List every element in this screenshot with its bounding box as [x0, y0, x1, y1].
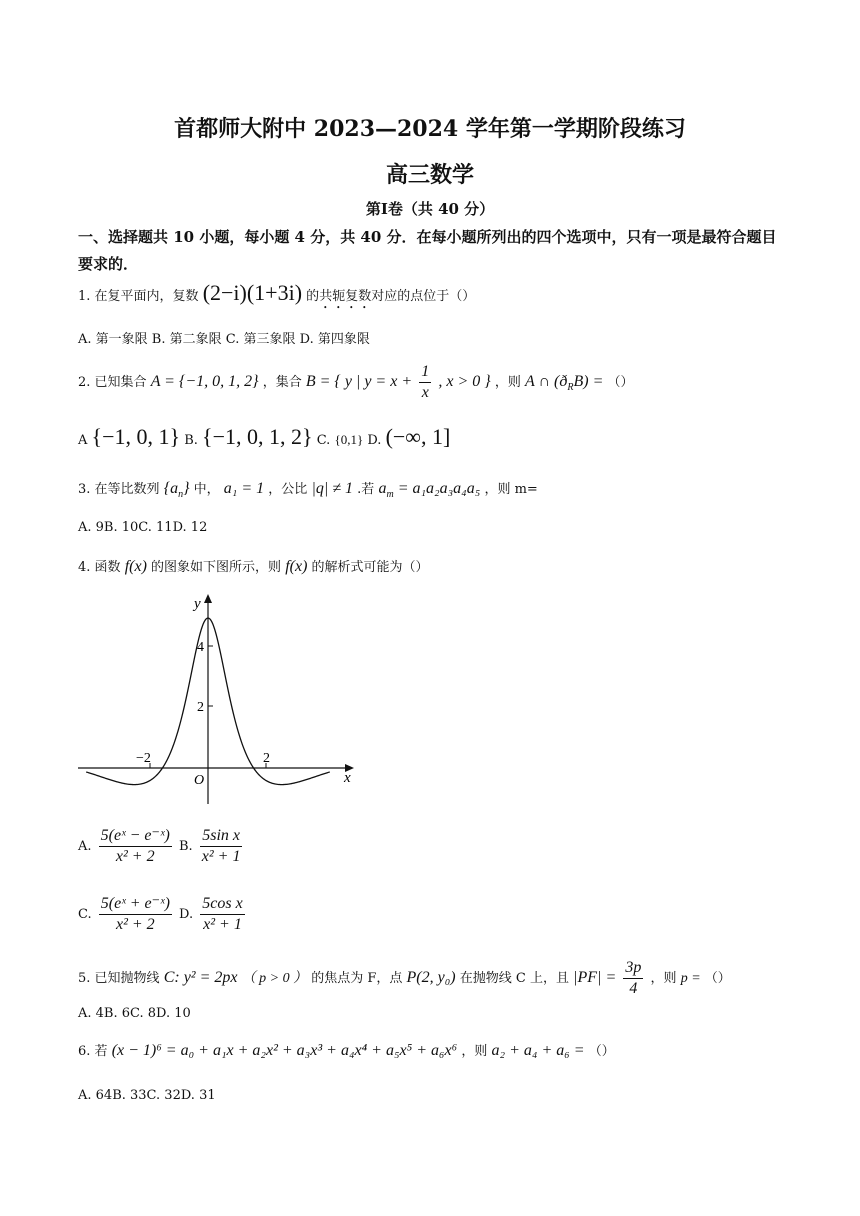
question-2	[78, 362, 634, 403]
question-6	[78, 1040, 615, 1060]
x-tick-label-neg2: −2	[136, 751, 151, 766]
y-tick-label-4: 4	[197, 640, 204, 655]
exam-part: 第Ⅰ卷（共 40 分）	[365, 200, 495, 218]
q4-fx: f(x)	[124, 558, 147, 575]
q3-am-rhs: = a₁a₂a₃a₄a₅	[397, 480, 481, 497]
q4-opt-d-den: x² + 1	[203, 916, 242, 933]
q4-opt-a-label: A.	[78, 839, 92, 854]
q6-mid: ，则	[461, 1044, 488, 1059]
y-axis-arrow	[204, 594, 212, 603]
q2-opt-a: {−1, 0, 1}	[91, 424, 181, 449]
exam-subject: 高三数学	[385, 162, 474, 188]
q1-options: A. 第一象限 B. 第二象限 C. 第三象限 D. 第四象限	[78, 332, 370, 347]
q2-ask-main: A ∩ (ð	[525, 373, 568, 390]
q2-set-b-left: B = { y | y = x +	[305, 373, 413, 390]
q2-opt-d: (−∞, 1]	[385, 424, 451, 449]
q2-opt-d-label: D.	[367, 433, 382, 448]
q5-frac-num: 3p	[623, 958, 643, 979]
origin-label: O	[194, 773, 205, 788]
x-tick-label-2: 2	[263, 751, 270, 766]
q4-options-cd	[78, 894, 248, 935]
q2-opt-b: {−1, 0, 1, 2}	[202, 424, 313, 449]
q1-mid: 的	[306, 289, 320, 304]
q6-suffix: （）	[588, 1044, 615, 1059]
q5-condition: （ p > 0 ）	[241, 971, 308, 986]
q3-am	[378, 480, 481, 501]
q4-suffix: 的解析式可能为（）	[311, 560, 429, 575]
q1-prefix: 1. 在复平面内，复数	[78, 289, 199, 304]
q4-prefix: 4. 函数	[78, 560, 121, 575]
y-axis-label: y	[194, 596, 201, 612]
q5-point: P(2, y₀)	[406, 969, 456, 986]
q5-ask: p =	[680, 971, 701, 986]
q4-opt-b-num: 5sin x	[200, 826, 243, 847]
q3-am-sub: m	[386, 489, 394, 501]
q4-opt-c-den: x² + 2	[115, 916, 155, 933]
q2-ask-sub: R	[567, 382, 574, 394]
q3-sequence	[163, 480, 190, 501]
q6-options: A. 64B. 33C. 32D. 31	[78, 1088, 216, 1103]
q2-opt-b-label: B.	[184, 433, 198, 448]
y-tick-label-2: 2	[197, 700, 204, 715]
q4-opt-b-den: x² + 1	[201, 848, 241, 865]
q3-seq-sub: n	[178, 489, 184, 501]
q4-fx2: f(x)	[285, 558, 308, 575]
q4-opt-d-num: 5cos x	[200, 894, 244, 915]
q2-ask-prefix: ，则	[494, 375, 521, 390]
q2-prefix: 2. 已知集合	[78, 375, 147, 390]
question-3	[78, 478, 538, 500]
q1-expression: (2−i)(1+3i)	[202, 280, 303, 305]
q5-pf: |PF| =	[573, 969, 617, 986]
q6-expression: (x − 1)⁶ = a₀ + a₁x + a₂x² + a₃x³ + a₄x⁴ + a₅x⁵ + a₆x⁶	[111, 1042, 458, 1059]
q3-options: A. 9B. 10C. 11D. 12	[78, 520, 208, 535]
q6-ask: a₂ + a₄ + a₆ =	[491, 1042, 585, 1059]
function-graph	[76, 592, 366, 812]
q4-opt-c	[99, 894, 172, 935]
q4-opt-b-label: B.	[178, 839, 193, 854]
q5-prefix: 5. 已知抛物线	[78, 971, 160, 986]
question-5	[78, 958, 731, 999]
q3-mid1: 中，	[193, 482, 220, 497]
q5-curve: C: y² = 2px	[163, 969, 238, 986]
section-heading: 一、选择题共 10 小题，每小题 4 分，共 40 分．在每小题所列出的四个选项中，只有一项是最符合题目要求的．	[78, 228, 777, 273]
q2-opt-c: {0,1}	[334, 432, 364, 447]
q5-fraction	[623, 958, 643, 999]
q2-opt-a-label: A	[78, 433, 88, 448]
q2-frac-num: 1	[419, 362, 431, 383]
q5-mid2: 在抛物线 C 上，且	[459, 971, 569, 986]
q4-opt-a	[99, 826, 172, 867]
q2-set-a: A = {−1, 0, 1, 2}	[150, 373, 259, 390]
q4-mid: 的图象如下图所示，则	[151, 560, 282, 575]
x-axis-label: x	[344, 770, 351, 786]
q2-ask-end: B) =	[573, 373, 604, 390]
q4-opt-d-label: D.	[179, 907, 194, 922]
q1-emphasis: 共轭复数	[319, 289, 372, 304]
q6-prefix: 6. 若	[78, 1044, 108, 1059]
q2-options	[78, 424, 450, 450]
q2-frac-den: x	[421, 384, 429, 401]
q3-seq-end: }	[183, 480, 190, 497]
q5-suffix: （）	[704, 971, 731, 986]
q2-suffix: （）	[607, 375, 634, 390]
q5-frac-den: 4	[629, 980, 638, 997]
q4-opt-a-num: 5(eˣ − e⁻ˣ)	[99, 826, 172, 847]
q3-mid3: .若	[357, 482, 375, 497]
q3-ratio: |q| ≠ 1	[311, 480, 354, 497]
q3-mid2: ，公比	[268, 482, 308, 497]
q2-mid: ，集合	[262, 375, 302, 390]
q4-opt-b	[200, 826, 243, 867]
q2-ask	[525, 373, 604, 394]
q3-suffix: ，则 m=	[484, 482, 538, 497]
q2-fraction	[419, 362, 431, 403]
question-1	[78, 280, 475, 312]
q4-opt-a-den: x² + 2	[115, 848, 155, 865]
q5-mid3: ，则	[650, 971, 677, 986]
q3-seq: {a	[163, 480, 179, 497]
q5-options: A. 4B. 6C. 8D. 10	[78, 1006, 191, 1021]
q4-opt-d	[200, 894, 244, 935]
question-4	[78, 556, 429, 576]
q4-opt-c-label: C.	[78, 907, 92, 922]
q3-am-main: a	[378, 480, 387, 497]
q4-opt-c-num: 5(eˣ + e⁻ˣ)	[99, 894, 172, 915]
q3-prefix: 3. 在等比数列	[78, 482, 160, 497]
q4-options-ab	[78, 826, 245, 867]
q2-set-b-right: , x > 0 }	[438, 373, 491, 390]
q1-suffix: 对应的点位于（）	[371, 289, 476, 304]
q2-opt-c-label: C.	[316, 433, 331, 448]
q5-mid1: 的焦点为 F，点	[311, 971, 403, 986]
exam-title: 首都师大附中 2023—2024 学年第一学期阶段练习	[174, 116, 686, 142]
q3-a1: a₁ = 1	[223, 480, 265, 497]
